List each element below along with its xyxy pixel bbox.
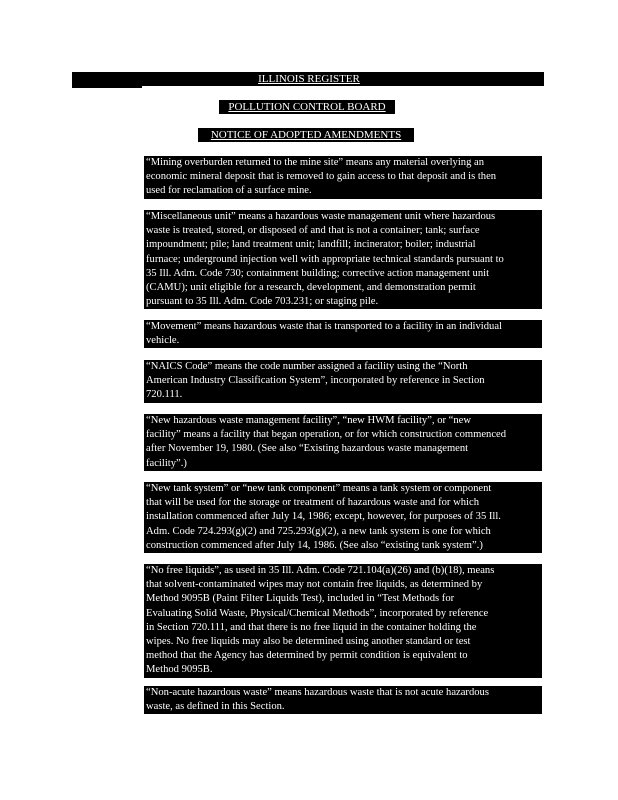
text-line: (CAMU); unit eligible for a research, development, and demonstration permit (146, 282, 476, 294)
text-line: waste is treated, stored, or disposed of and that is not a container; tank; surface (146, 225, 480, 237)
text-line: 35 Ill. Adm. Code 730; containment building; corrective action management unit (146, 267, 490, 279)
text-line: “Miscellaneous unit” means a hazardous waste management unit where hazardous (146, 211, 496, 222)
definition-no-free-liquids (144, 564, 542, 678)
text-line: “No free liquids”, as used in 35 Ill. Adm. Code 721.104(a)(26) and (b)(18), means (146, 565, 495, 576)
text-line: “Mining overburden returned to the mine site” means any material overlying an (146, 157, 485, 168)
text-line: that will be used for the storage or treatment of hazardous waste and for which (146, 497, 479, 509)
text-line: facility”.) (146, 457, 187, 469)
notice-title: NOTICE OF ADOPTED AMENDMENTS (198, 128, 414, 142)
text-line: pursuant to 35 Ill. Adm. Code 703.231; or staging pile. (146, 296, 379, 308)
text-line: economic mineral deposit that is removed to gain access to that deposit and is then (146, 171, 497, 183)
definition-new-tank-system (144, 482, 542, 553)
text-line: “New tank system” or “new tank component” means a tank system or component (146, 483, 492, 494)
text-line: method that the Agency has determined by permit condition is equivalent to (146, 650, 468, 662)
text-line: furnace; underground injection well with appropriate technical standards pursuant to (146, 253, 504, 265)
text-line: after November 19, 1980. (See also “Existing hazardous waste management (146, 443, 469, 455)
text-line: “NAICS Code” means the code number assigned a facility using the “North (146, 361, 468, 372)
definition-miscellaneous-unit (144, 210, 542, 309)
text-line: Method 9095B. (146, 664, 213, 676)
text-line: in Section 720.111, and that there is no free liquid in the container holding the (146, 621, 477, 633)
definition-new-hwm-facility (144, 414, 542, 471)
text-line: installation commenced after July 14, 1986; except, however, for purposes of 35 Ill. (146, 511, 501, 523)
definition-naics-code (144, 360, 542, 403)
definition-mining-overburden (144, 156, 542, 199)
definition-movement (144, 320, 542, 348)
text-line: “Non-acute hazardous waste” means hazardous waste that is not acute hazardous (146, 687, 489, 698)
text-line: Adm. Code 724.293(g)(2) and 725.293(g)(2), a new tank system is one for which (146, 525, 491, 537)
text-line: that solvent-contaminated wipes may not contain free liquids, as determined by (146, 579, 483, 591)
text-line: Method 9095B (Paint Filter Liquids Test), included in “Test Methods for (146, 593, 455, 605)
text-line: American Industry Classification System”, incorporated by reference in Section (146, 375, 485, 387)
text-line: “New hazardous waste management facility”, “new HWM facility”, or “new (146, 415, 472, 426)
text-line: used for reclamation of a surface mine. (146, 185, 312, 197)
text-line: construction commenced after July 14, 1986. (See also “existing tank system”.) (146, 539, 483, 551)
text-line: facility” means a facility that began operation, or for which construction commenced (146, 429, 507, 441)
text-line: waste, as defined in this Section. (146, 701, 285, 713)
text-line: wipes. No free liquids may also be determined using another standard or test (146, 636, 471, 648)
text-line: Evaluating Solid Waste, Physical/Chemical Methods”, incorporated by reference (146, 607, 489, 619)
register-title: ILLINOIS REGISTER (258, 73, 360, 85)
board-title: POLLUTION CONTROL BOARD (219, 100, 395, 114)
definition-non-acute-hazardous-waste (144, 686, 542, 714)
text-line: 720.111. (146, 389, 183, 401)
text-line: “Movement” means hazardous waste that is transported to a facility in an individual (146, 321, 502, 332)
text-line: impoundment; pile; land treatment unit; landfill; incinerator; boiler; industrial (146, 239, 476, 251)
text-line: vehicle. (146, 335, 180, 347)
